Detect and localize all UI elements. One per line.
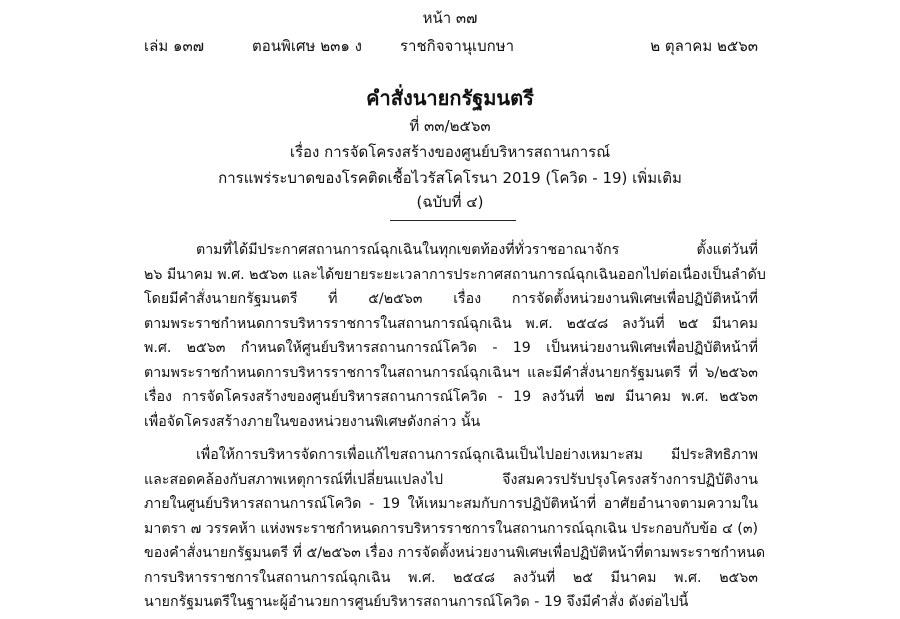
- text-line: ตามพระราชกำหนดการบริหารราชการในสถานการณ์ฉุกเฉิน พ.ศ. ๒๕๔๘ ลงวันที่ ๒๕ มีนาคม: [144, 315, 758, 332]
- text-line: ตามที่ได้มีประกาศสถานการณ์ฉุกเฉินในทุกเขตท้องที่ทั่วราชอาณาจักร ตั้งแต่วันที่: [196, 242, 758, 258]
- paragraph-2: [144, 443, 766, 615]
- paragraph-1: [144, 238, 766, 434]
- order-edition: (ฉบับที่ ๔): [416, 193, 484, 211]
- order-title: คำสั่งนายกรัฐมนตรี: [366, 86, 534, 110]
- text-line: และสอดคล้องกับสภาพเหตุการณ์ที่เปลี่ยนแปลงไป จึงสมควรปรับปรุงโครงสร้างการปฏิบัติงาน: [144, 471, 758, 488]
- gazette-name: ราชกิจจานุเบกษา: [400, 37, 515, 55]
- gazette-issue: ตอนพิเศษ ๒๓๑ ง: [252, 37, 362, 55]
- text-line: มาตรา ๗ วรรคห้า แห่งพระราชกำหนดการบริหารราชการในสถานการณ์ฉุกเฉิน ประกอบกับข้อ ๔ (๓): [144, 520, 759, 537]
- order-body: [144, 238, 766, 615]
- text-line: พ.ศ. ๒๕๖๓ กำหนดให้ศูนย์บริหารสถานการณ์โควิด - 19 เป็นหน่วยงานพิเศษเพื่อปฏิบัติหน้าที่: [144, 340, 758, 356]
- order-subject-line: เรื่อง การจัดโครงสร้างของศูนย์บริหารสถานการณ์: [289, 143, 611, 161]
- text-line: การบริหารราชการในสถานการณ์ฉุกเฉิน พ.ศ. ๒๕๔๘ ลงวันที่ ๒๕ มีนาคม พ.ศ. ๒๕๖๓: [144, 569, 758, 586]
- text-line: ๒๖ มีนาคม พ.ศ. ๒๕๖๓ และได้ขยายระยะเวลาการประกาศสถานการณ์ฉุกเฉินออกไปต่อเนื่องเป็นลำดับ: [144, 266, 766, 283]
- text-line: โดยมีคำสั่งนายกรัฐมนตรี ที่ ๕/๒๕๖๓ เรื่อง การจัดตั้งหน่วยงานพิเศษเพื่อปฏิบัติหน้าที่: [144, 291, 758, 307]
- gazette-date: ๒ ตุลาคม ๒๕๖๓: [650, 37, 758, 55]
- text-line: ภายในศูนย์บริหารสถานการณ์โควิด - 19 ให้เหมาะสมกับการปฏิบัติหน้าที่ อาศัยอำนาจตามความใน: [144, 496, 758, 512]
- gazette-volume: เล่ม ๑๓๗: [144, 37, 205, 55]
- text-line: เรื่อง การจัดโครงสร้างของศูนย์บริหารสถานการณ์โควิด - 19 ลงวันที่ ๒๗ มีนาคม พ.ศ. ๒๕๖๓: [144, 389, 758, 405]
- text-line: เพื่อให้การบริหารจัดการเพื่อแก้ไขสถานการณ์ฉุกเฉินเป็นไปอย่างเหมาะสม มีประสิทธิภาพ: [196, 447, 758, 463]
- order-number: ที่ ๓๓/๒๕๖๓: [409, 117, 491, 135]
- text-line: เพื่อจัดโครงสร้างภายในของหน่วยงานพิเศษดังกล่าว นั้น: [144, 413, 481, 430]
- order-subject-line: การแพร่ระบาดของโรคติดเชื้อไวรัสโคโรนา 2019 (โควิด - 19) เพิ่มเติม: [218, 169, 682, 187]
- text-line: ของคำสั่งนายกรัฐมนตรี ที่ ๕/๒๕๖๓ เรื่อง การจัดตั้งหน่วยงานพิเศษเพื่อปฏิบัติหน้าที่ตามพระราชกำหนด: [144, 545, 766, 561]
- text-line: นายกรัฐมนตรีในฐานะผู้อำนวยการศูนย์บริหารสถานการณ์โควิด - 19 จึงมีคำสั่ง ดังต่อไปนี้: [144, 594, 689, 610]
- title-divider: [390, 220, 516, 221]
- text-line: ตามพระราชกำหนดการบริหารราชการในสถานการณ์ฉุกเฉินฯ และมีคำสั่งนายกรัฐมนตรี ที่ ๖/๒๕๖๓: [144, 364, 758, 381]
- gazette-header: [144, 34, 758, 58]
- page-number: หน้า ๓๗: [422, 9, 478, 27]
